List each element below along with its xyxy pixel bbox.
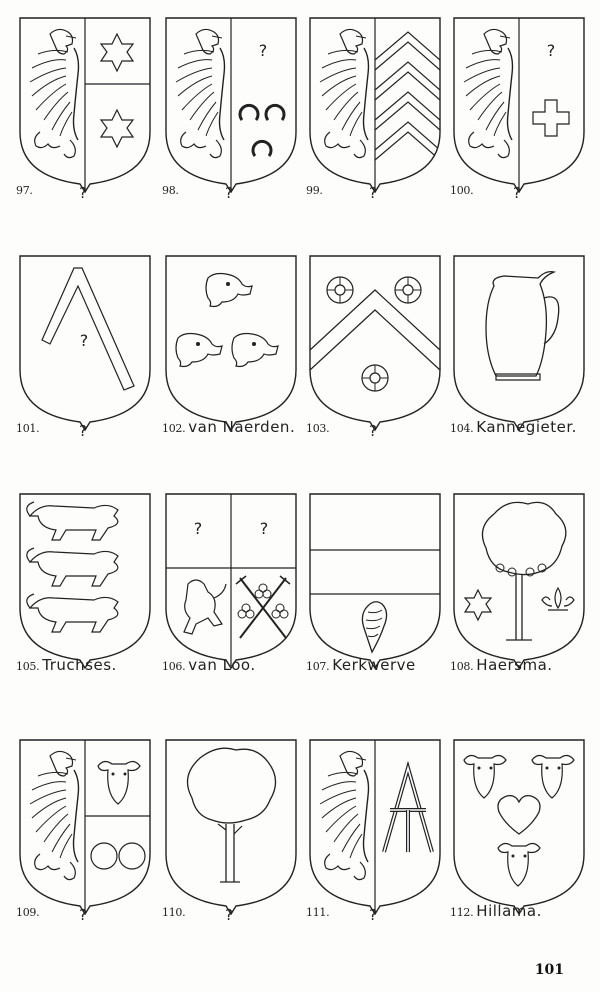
shield-number: 105. — [16, 660, 40, 673]
shield-number: 107. — [306, 660, 330, 673]
lion-rampant-icon — [184, 580, 226, 634]
shield-99-caption — [306, 180, 466, 204]
star-icon — [465, 590, 491, 620]
unknown-tincture-mark: ? — [369, 184, 377, 202]
unknown-tincture-mark: ? — [225, 184, 233, 202]
shield-107-caption — [306, 656, 466, 680]
shield-108-caption — [450, 656, 600, 680]
shield-name: Truchses. — [42, 656, 117, 674]
bull-head-icon — [464, 755, 506, 798]
trefoil-icon — [238, 604, 254, 618]
shield-104-caption — [450, 418, 600, 442]
tree-icon — [188, 748, 276, 882]
shield-name: Haersma. — [476, 656, 553, 674]
cross-icon — [533, 100, 569, 136]
shield-98-caption — [162, 180, 322, 204]
shield-110-caption — [162, 902, 322, 926]
boar-head-icon — [206, 274, 252, 307]
jug-icon — [486, 272, 559, 380]
shield-number: 112. — [450, 906, 474, 919]
lion-passant-icon — [27, 502, 118, 540]
fleur-de-lis-icon — [542, 588, 574, 610]
shield-110 — [160, 734, 302, 964]
shell-icon — [362, 602, 386, 652]
shield-number: 103. — [306, 422, 330, 435]
bull-head-icon — [98, 761, 140, 804]
unknown-tincture-mark: ? — [369, 906, 377, 924]
shield-106-caption — [162, 656, 322, 680]
shield-102 — [160, 250, 302, 480]
shield-109 — [14, 734, 156, 964]
shield-number: 99. — [306, 184, 323, 197]
unknown-tincture-mark: ? — [79, 906, 87, 924]
unknown-tincture-mark: ? — [79, 184, 87, 202]
shield-111 — [304, 734, 446, 964]
chevrons-icon — [375, 32, 440, 160]
roundel-icon — [91, 843, 117, 869]
shield-105-caption — [16, 656, 176, 680]
unknown-tincture-mark: ? — [513, 184, 521, 202]
tree-icon — [482, 502, 565, 640]
inner-question-mark: ? — [259, 519, 269, 538]
shield-name: Kerkwerve — [332, 656, 416, 674]
boar-head-icon — [232, 334, 278, 367]
inner-question-mark: ? — [546, 41, 556, 60]
shield-100 — [448, 12, 590, 242]
crossed-swords-icon — [236, 576, 290, 638]
shield-name: van Loo. — [188, 656, 256, 674]
star-icon — [101, 110, 133, 147]
shield-106 — [160, 488, 302, 718]
letter-a-t-mark-icon — [384, 768, 432, 852]
shield-number: 104. — [450, 422, 474, 435]
page-number: 101 — [534, 962, 564, 978]
shield-109-caption — [16, 902, 176, 926]
unknown-tincture-mark: ? — [225, 906, 233, 924]
trefoil-icon — [272, 604, 288, 618]
trefoil-icon — [255, 584, 271, 598]
shield-number: 110. — [162, 906, 186, 919]
boar-head-icon — [176, 334, 222, 367]
shield-number: 102. — [162, 422, 186, 435]
shield-name: van Naerden. — [188, 418, 296, 436]
unknown-tincture-mark: ? — [369, 422, 377, 440]
shield-name: Hillama. — [476, 902, 542, 920]
rose-icon — [395, 277, 421, 303]
shield-98 — [160, 12, 302, 242]
shield-name: Kannegieter. — [476, 418, 577, 436]
shield-102-caption — [162, 418, 322, 442]
shield-101 — [14, 250, 156, 480]
shield-101-caption — [16, 418, 176, 442]
shield-103 — [304, 250, 446, 480]
heart-icon — [498, 796, 540, 834]
shield-number: 111. — [306, 906, 330, 919]
rose-icon — [327, 277, 353, 303]
shield-111-caption — [306, 902, 466, 926]
star-icon — [101, 34, 133, 71]
shield-number: 108. — [450, 660, 474, 673]
inner-question-mark: ? — [258, 41, 268, 60]
shield-number: 109. — [16, 906, 40, 919]
unknown-tincture-mark: ? — [79, 422, 87, 440]
bull-head-icon — [498, 843, 540, 886]
shield-99 — [304, 12, 446, 242]
shield-108 — [448, 488, 590, 718]
shield-97 — [14, 12, 156, 242]
horseshoe-icon — [240, 105, 258, 120]
roundel-icon — [119, 843, 145, 869]
shield-number: 98. — [162, 184, 179, 197]
shield-number: 101. — [16, 422, 40, 435]
shield-100-caption — [450, 180, 600, 204]
shield-103-caption — [306, 418, 466, 442]
horseshoe-icon — [253, 141, 271, 156]
shield-112-caption — [450, 902, 600, 926]
shield-112 — [448, 734, 590, 964]
shield-number: 97. — [16, 184, 33, 197]
shield-104 — [448, 250, 590, 480]
shield-97-caption — [16, 180, 176, 204]
shield-number: 106. — [162, 660, 186, 673]
bull-head-icon — [532, 755, 574, 798]
shield-number: 100. — [450, 184, 474, 197]
horseshoe-icon — [266, 105, 284, 120]
chevron-icon — [310, 290, 440, 370]
shield-105 — [14, 488, 156, 718]
chevron-icon — [42, 268, 134, 390]
inner-question-mark: ? — [193, 519, 203, 538]
shield-107 — [304, 488, 446, 718]
lion-passant-icon — [27, 594, 118, 632]
inner-question-mark: ? — [79, 331, 89, 350]
lion-passant-icon — [27, 548, 118, 586]
rose-icon — [362, 365, 388, 391]
